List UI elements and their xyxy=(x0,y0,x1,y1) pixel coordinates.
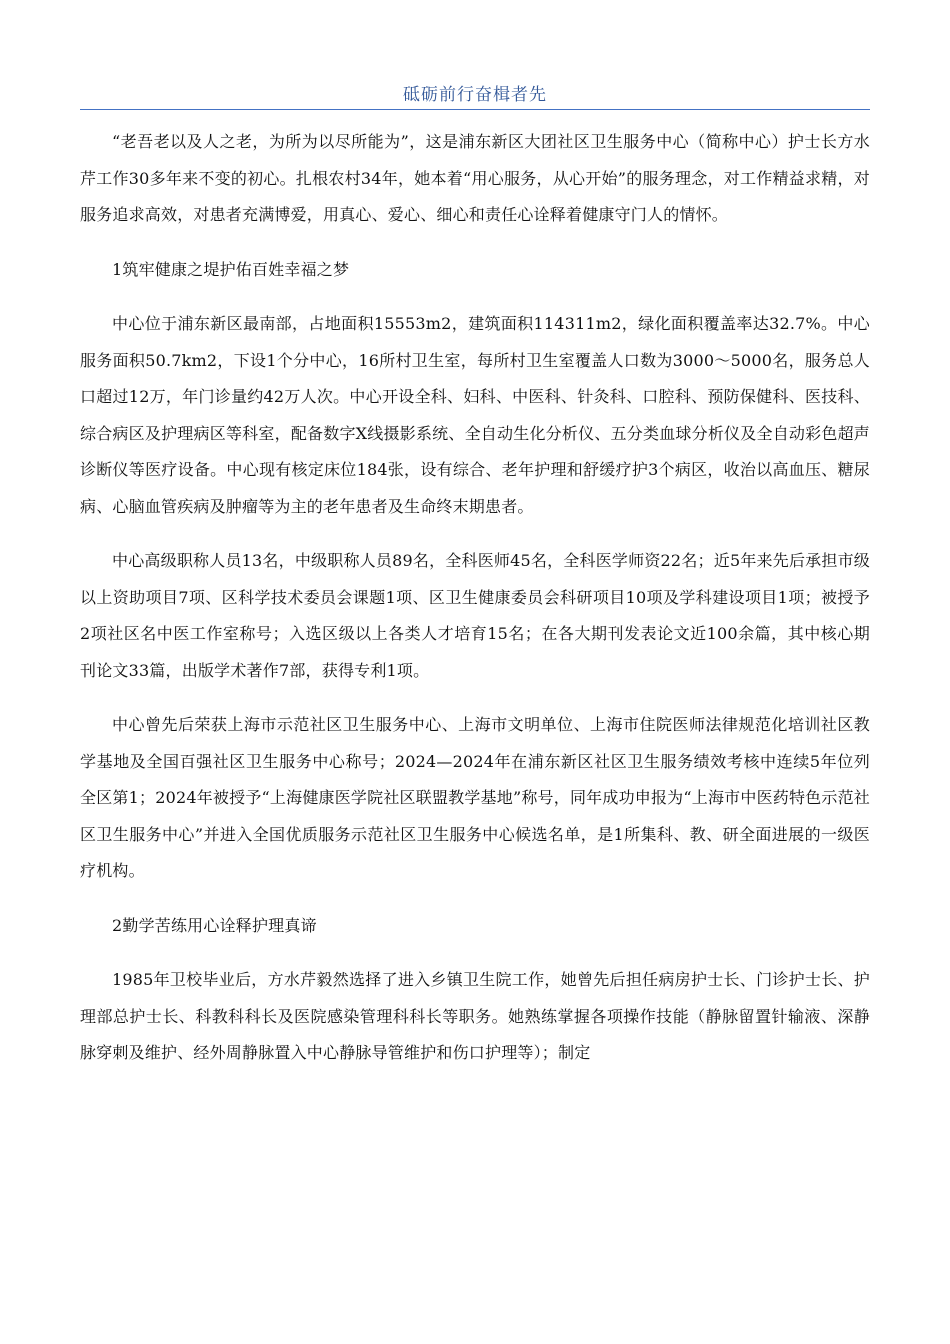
section-heading-2: 2勤学苦练用心诠释护理真谛 xyxy=(112,915,317,935)
document-body xyxy=(80,124,870,1072)
document-page xyxy=(80,80,870,1090)
section-heading-1: 1筑牢健康之堤护佑百姓幸福之梦 xyxy=(112,259,350,279)
paragraph-staff-research: 中心高级职称人员13名，中级职称人员89名，全科医师45名，全科医学师资22名；近5年来先后承担市级以上资助项目7项、区科学技术委员会课题1项、区卫生健康委员会科研项目10项及学科建设项目1项；被授予2项社区名中医工作室称号；入选区级以上各类人才培育15名；在各大期刊发表论文近100余篇，其中核心期刊论文33篇，出版学术著作7部，获得专利1项。 xyxy=(80,551,870,680)
paragraph-intro: “老吾老以及人之老，为所为以尽所能为”，这是浦东新区大团社区卫生服务中心（简称中心）护士长方水芹工作30多年来不变的初心。扎根农村34年，她本着“用心服务，从心开始”的服务理念，对工作精益求精，对服务追求高效，对患者充满博爱，用真心、爱心、细心和责任心诠释着健康守门人的情怀。 xyxy=(80,132,870,224)
paragraph-center-overview: 中心位于浦东新区最南部，占地面积15553m2，建筑面积114311m2，绿化面积覆盖率达32.7%。中心服务面积50.7km2，下设1个分中心，16所村卫生室，每所村卫生室覆盖人口数为3000～5000名，服务总人口超过12万，年门诊量约42万人次。中心开设全科、妇科、中医科、针灸科、口腔科、预防保健科、医技科、综合病区及护理病区等科室，配备数字X线摄影系统、全自动生化分析仪、五分类血球分析仪及全自动彩色超声诊断仪等医疗设备。中心现有核定床位184张，设有综合、老年护理和舒缓疗护3个病区，收治以高血压、糖尿病、心脑血管疾病及肿瘤等为主的老年患者及生命终末期患者。 xyxy=(80,314,870,516)
paragraph-career: 1985年卫校毕业后，方水芹毅然选择了进入乡镇卫生院工作，她曾先后担任病房护士长、门诊护士长、护理部总护士长、科教科科长及医院感染管理科科长等职务。她熟练掌握各项操作技能（静脉留置针输液、深静脉穿刺及维护、经外周静脉置入中心静脉导管维护和伤口护理等）；制定 xyxy=(80,970,870,1062)
page-header-title: 砥砺前行奋楫者先 xyxy=(80,80,870,110)
paragraph-honors: 中心曾先后荣获上海市示范社区卫生服务中心、上海市文明单位、上海市住院医师法律规范化培训社区教学基地及全国百强社区卫生服务中心称号；2024—2024年在浦东新区社区卫生服务绩效考核中连续5年位列全区第1；2024年被授予“上海健康医学院社区联盟教学基地”称号，同年成功申报为“上海市中医药特色示范社区卫生服务中心”并进入全国优质服务示范社区卫生服务中心候选名单，是1所集科、教、研全面进展的一级医疗机构。 xyxy=(80,715,870,880)
